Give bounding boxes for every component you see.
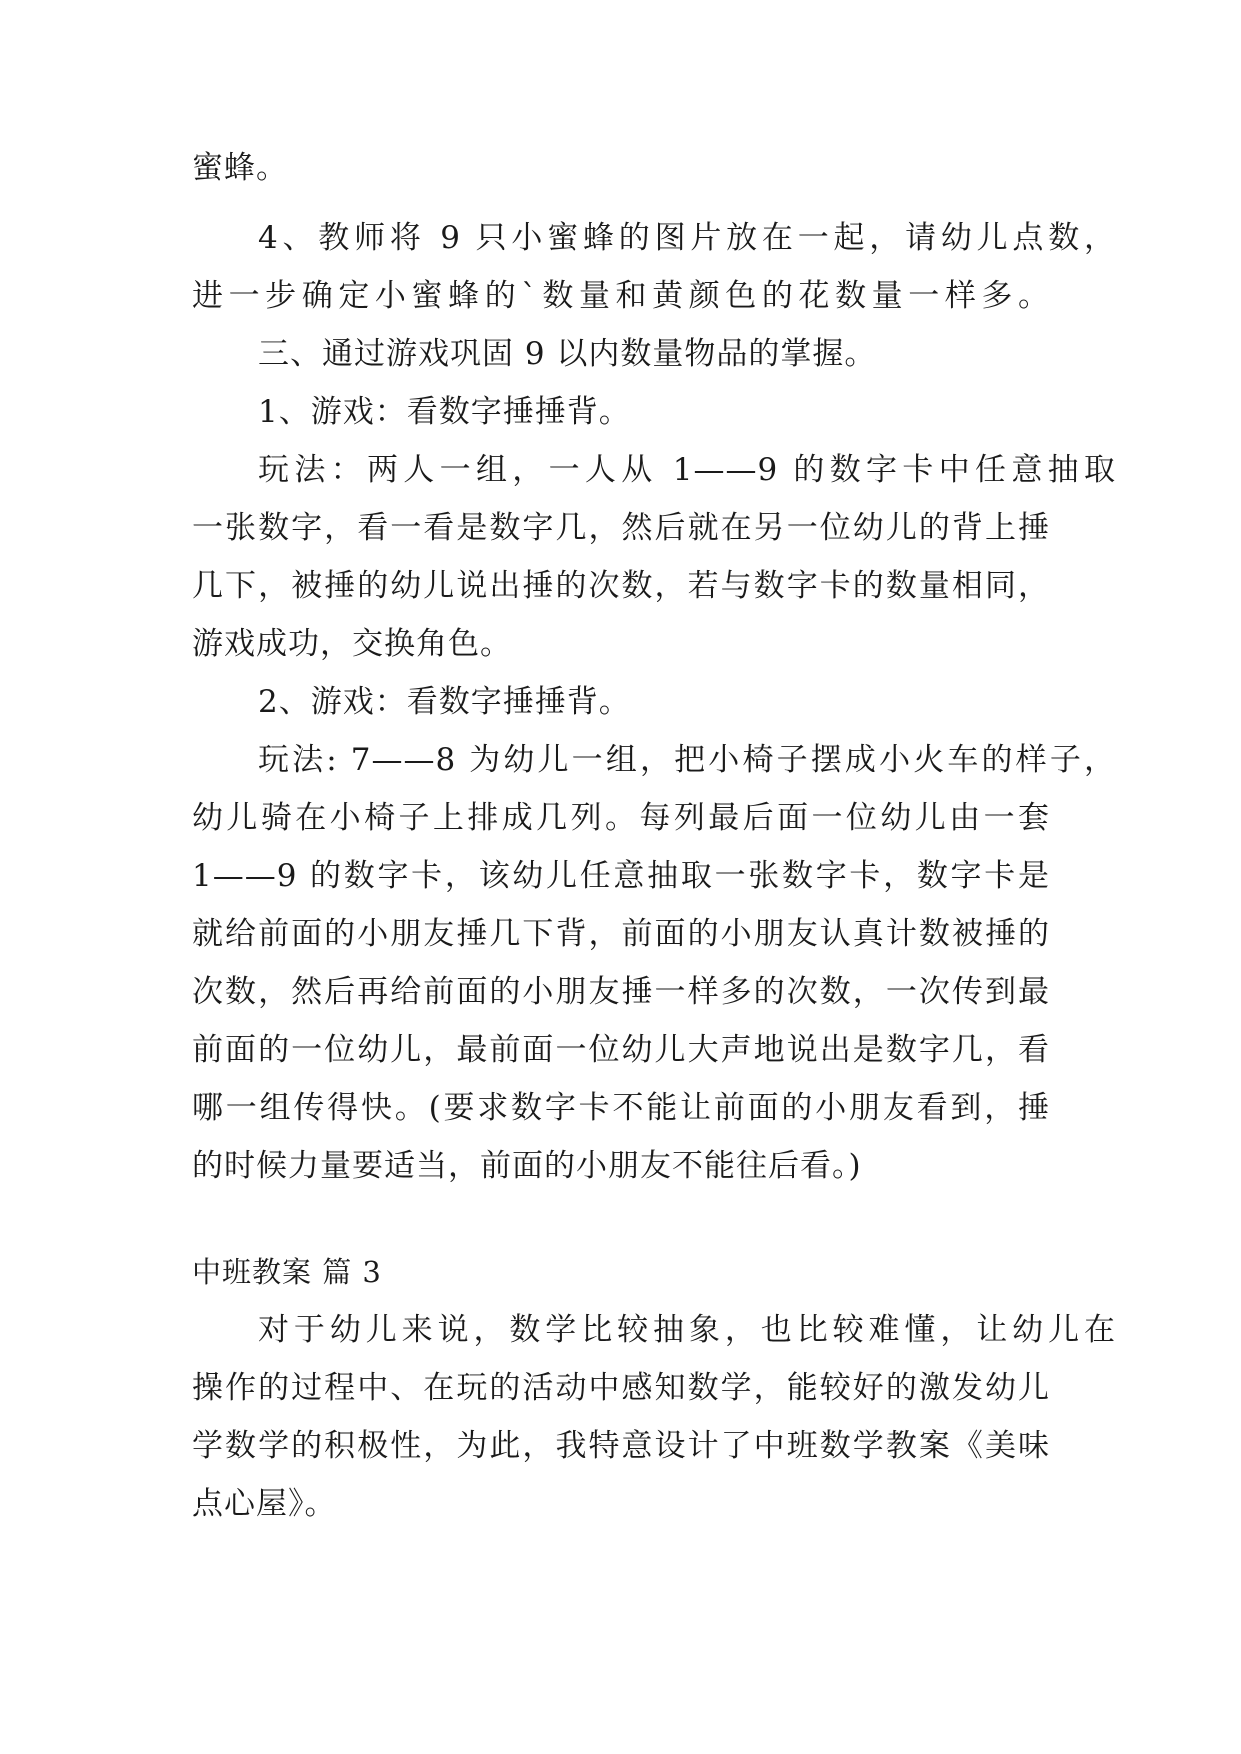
text-line: 三、通过游戏巩固 9 以内数量物品的掌握。 xyxy=(258,336,877,372)
text-line: 一张数字，看一看是数字几，然后就在另一位幼儿的背上捶 xyxy=(192,510,1050,546)
text-line: 玩法：两人一组，一人从 1——9 的数字卡中任意抽取 xyxy=(258,452,1116,488)
text-line: 1、游戏：看数字捶捶背。 xyxy=(258,394,631,430)
text-line: 次数，然后再给前面的小朋友捶一样多的次数，一次传到最 xyxy=(192,974,1050,1010)
text-line: 学数学的积极性，为此，我特意设计了中班数学教案《美味 xyxy=(192,1428,1050,1464)
text-line: 进一步确定小蜜蜂的`数量和黄颜色的花数量一样多。 xyxy=(192,278,1050,314)
text-line: 蜜蜂。 xyxy=(192,150,288,186)
text-line: 对于幼儿来说，数学比较抽象，也比较难懂，让幼儿在 xyxy=(258,1312,1116,1348)
text-line: 前面的一位幼儿，最前面一位幼儿大声地说出是数字几，看 xyxy=(192,1032,1050,1068)
section-spacer xyxy=(192,1186,1050,1252)
text-line: 玩法: 7——8 为幼儿一组，把小椅子摆成小火车的样子， xyxy=(258,742,1116,778)
text-line: 游戏成功，交换角色。 xyxy=(192,626,512,662)
text-line: 1——9 的数字卡，该幼儿任意抽取一张数字卡，数字卡是 xyxy=(192,858,1050,894)
text-line: 哪一组传得快。(要求数字卡不能让前面的小朋友看到，捶 xyxy=(192,1090,1050,1126)
text-line: 4、教师将 9 只小蜜蜂的图片放在一起，请幼儿点数， xyxy=(258,220,1116,256)
text-line: 幼儿骑在小椅子上排成几列。每列最后面一位幼儿由一套 xyxy=(192,800,1050,836)
text-line: 操作的过程中、在玩的活动中感知数学，能较好的激发幼儿 xyxy=(192,1370,1050,1406)
document-page xyxy=(192,148,1116,1524)
text-line: 点心屋》。 xyxy=(192,1486,337,1522)
text-line: 就给前面的小朋友捶几下背，前面的小朋友认真计数被捶的 xyxy=(192,916,1050,952)
text-line: 2、游戏：看数字捶捶背。 xyxy=(258,684,631,720)
text-line: 几下，被捶的幼儿说出捶的次数，若与数字卡的数量相同， xyxy=(192,568,1050,604)
section-heading: 中班教案 篇 3 xyxy=(192,1255,382,1289)
text-line: 的时候力量要适当，前面的小朋友不能往后看。) xyxy=(192,1148,862,1184)
